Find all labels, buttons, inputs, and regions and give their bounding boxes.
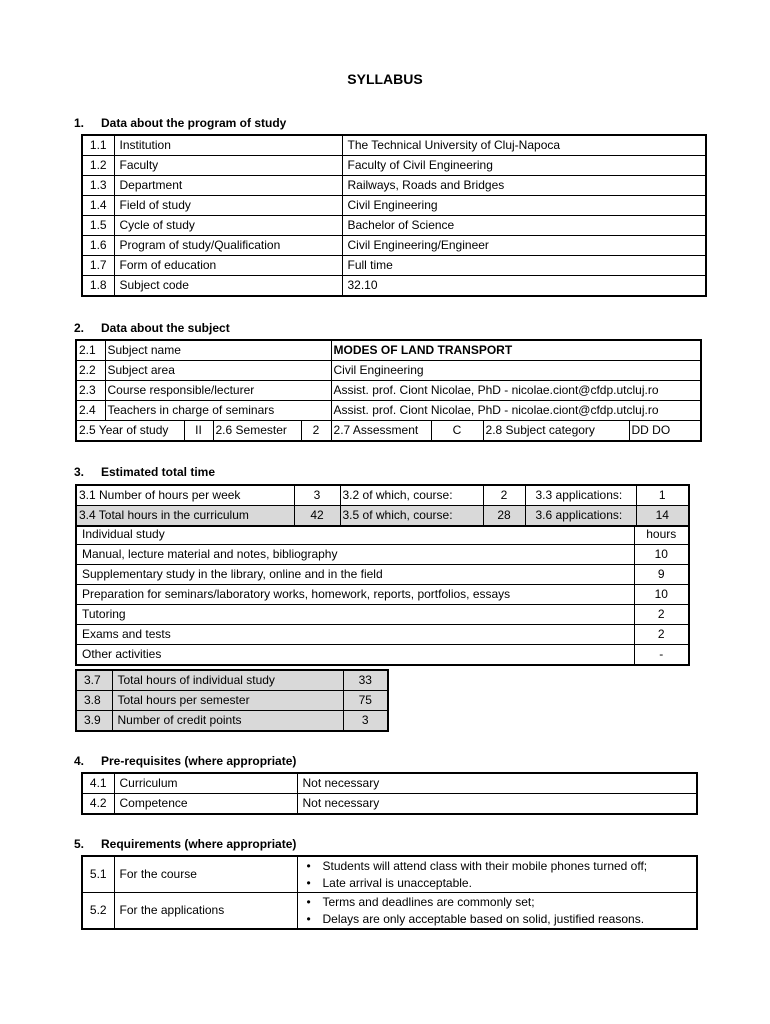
table-row — [76, 381, 701, 401]
individual-study-header: Individual study — [76, 525, 634, 545]
individual-study-table — [75, 525, 690, 666]
course-hours-value: 2 — [483, 485, 525, 506]
hours-per-week-label: 3.1 Number of hours per week — [76, 485, 294, 506]
section-5-heading — [74, 837, 296, 851]
row-number: 4.1 — [82, 773, 114, 794]
table-row — [76, 711, 388, 732]
row-number: 3.8 — [76, 691, 112, 711]
section-number: 4. — [74, 754, 85, 768]
activity-hours: 9 — [634, 565, 689, 585]
requirements-list — [303, 858, 692, 892]
row-label: Faculty — [114, 156, 342, 176]
row-label: Course responsible/lecturer — [105, 381, 331, 401]
table-row — [82, 856, 697, 893]
row-label: Competence — [114, 794, 297, 815]
row-value: Civil Engineering — [331, 361, 701, 381]
activity-hours: 10 — [634, 545, 689, 565]
row-value: Bachelor of Science — [342, 216, 706, 236]
section-title: Data about the subject — [101, 321, 230, 335]
row-number: 4.2 — [82, 794, 114, 815]
semester-value: 2 — [301, 421, 331, 442]
total-applications-label: 3.6 applications: — [525, 506, 636, 527]
row-value: Railways, Roads and Bridges — [342, 176, 706, 196]
subject-table — [75, 339, 702, 442]
row-value: The Technical University of Cluj-Napoca — [342, 135, 706, 156]
table-row — [76, 625, 689, 645]
table-row — [82, 773, 697, 794]
row-number: 1.1 — [82, 135, 114, 156]
activity-label: Preparation for seminars/laboratory works, homework, reports, portfolios, essays — [76, 585, 634, 605]
row-value: 3 — [343, 711, 388, 732]
requirements-cell — [297, 893, 697, 930]
table-row — [76, 545, 689, 565]
row-label: Total hours of individual study — [112, 670, 343, 691]
section-4-heading — [74, 754, 296, 768]
row-value: Full time — [342, 256, 706, 276]
section-title: Pre-requisites (where appropriate) — [101, 754, 297, 768]
row-label: Institution — [114, 135, 342, 156]
subject-category-label: 2.8 Subject category — [483, 421, 629, 442]
table-row — [76, 340, 701, 361]
requirements-list — [303, 894, 692, 928]
row-number: 1.6 — [82, 236, 114, 256]
totals-table — [75, 669, 389, 732]
row-label: Teachers in charge of seminars — [105, 401, 331, 421]
row-value: 32.10 — [342, 276, 706, 297]
row-number: 1.2 — [82, 156, 114, 176]
table-row — [82, 176, 706, 196]
table-row — [76, 506, 689, 527]
total-applications-value: 14 — [636, 506, 689, 527]
row-label: Subject area — [105, 361, 331, 381]
table-row — [82, 216, 706, 236]
list-item: • Delays are only acceptable based on solid, justified reasons. — [323, 911, 692, 928]
row-value: 33 — [343, 670, 388, 691]
section-number: 5. — [74, 837, 85, 851]
requirements-cell — [297, 856, 697, 893]
page-title: SYLLABUS — [347, 71, 423, 87]
year-of-study-label: 2.5 Year of study — [76, 421, 184, 442]
row-value: Not necessary — [297, 773, 697, 794]
table-row — [76, 645, 689, 666]
total-course-value: 28 — [483, 506, 525, 527]
row-value: MODES OF LAND TRANSPORT — [331, 340, 701, 361]
table-row — [76, 361, 701, 381]
hours-per-week-value: 3 — [294, 485, 340, 506]
total-hours-label: 3.4 Total hours in the curriculum — [76, 506, 294, 527]
subject-category-value: DD DO — [629, 421, 701, 442]
row-number: 3.9 — [76, 711, 112, 732]
table-row — [82, 156, 706, 176]
activity-label: Manual, lecture material and notes, bibliography — [76, 545, 634, 565]
assessment-value: C — [431, 421, 483, 442]
section-3-heading — [74, 465, 215, 479]
course-hours-label: 3.2 of which, course: — [340, 485, 483, 506]
activity-hours: 10 — [634, 585, 689, 605]
row-label: Subject name — [105, 340, 331, 361]
activity-label: Other activities — [76, 645, 634, 666]
row-label: For the applications — [114, 893, 297, 930]
list-item: • Late arrival is unacceptable. — [323, 875, 692, 892]
program-of-study-table — [81, 134, 707, 297]
assessment-label: 2.7 Assessment — [331, 421, 431, 442]
row-number: 1.8 — [82, 276, 114, 297]
section-title: Estimated total time — [101, 465, 216, 479]
row-number: 2.2 — [76, 361, 105, 381]
activity-hours: 2 — [634, 625, 689, 645]
prerequisites-table — [81, 772, 698, 815]
row-number: 1.5 — [82, 216, 114, 236]
row-label: Subject code — [114, 276, 342, 297]
row-value: Assist. prof. Ciont Nicolae, PhD - nicolae.ciont@cfdp.utcluj.ro — [331, 401, 701, 421]
table-row — [82, 276, 706, 297]
requirements-table — [81, 855, 698, 930]
table-row — [76, 525, 689, 545]
row-label: Program of study/Qualification — [114, 236, 342, 256]
row-number: 3.7 — [76, 670, 112, 691]
row-number: 2.1 — [76, 340, 105, 361]
section-2-heading — [74, 321, 230, 335]
row-value: Civil Engineering/Engineer — [342, 236, 706, 256]
applications-hours-label: 3.3 applications: — [525, 485, 636, 506]
table-row — [82, 236, 706, 256]
row-label: Number of credit points — [112, 711, 343, 732]
row-number: 5.2 — [82, 893, 114, 930]
section-title: Data about the program of study — [101, 116, 287, 130]
row-number: 1.7 — [82, 256, 114, 276]
table-row — [76, 670, 388, 691]
row-value: Civil Engineering — [342, 196, 706, 216]
row-label: Department — [114, 176, 342, 196]
row-value: Not necessary — [297, 794, 697, 815]
total-hours-value: 42 — [294, 506, 340, 527]
row-label: Total hours per semester — [112, 691, 343, 711]
row-label: Form of education — [114, 256, 342, 276]
activity-hours: 2 — [634, 605, 689, 625]
row-label: Curriculum — [114, 773, 297, 794]
section-number: 2. — [74, 321, 85, 335]
row-value: Assist. prof. Ciont Nicolae, PhD - nicolae.ciont@cfdp.utcluj.ro — [331, 381, 701, 401]
row-label: Field of study — [114, 196, 342, 216]
table-row — [82, 794, 697, 815]
row-value: Faculty of Civil Engineering — [342, 156, 706, 176]
table-row — [82, 135, 706, 156]
applications-hours-value: 1 — [636, 485, 689, 506]
table-row — [82, 893, 697, 930]
row-label: Cycle of study — [114, 216, 342, 236]
total-course-label: 3.5 of which, course: — [340, 506, 483, 527]
hours-header: hours — [634, 525, 689, 545]
section-title: Requirements (where appropriate) — [101, 837, 297, 851]
row-number: 1.3 — [82, 176, 114, 196]
hours-summary-table — [75, 484, 690, 527]
list-item: • Students will attend class with their mobile phones turned off; — [323, 858, 692, 875]
row-number: 5.1 — [82, 856, 114, 893]
list-item: • Terms and deadlines are commonly set; — [323, 894, 692, 911]
row-number: 2.4 — [76, 401, 105, 421]
row-number: 1.4 — [82, 196, 114, 216]
table-row — [76, 485, 689, 506]
semester-label: 2.6 Semester — [213, 421, 301, 442]
row-value: 75 — [343, 691, 388, 711]
table-row — [76, 421, 701, 442]
table-row — [76, 401, 701, 421]
section-number: 1. — [74, 116, 85, 130]
activity-label: Supplementary study in the library, online and in the field — [76, 565, 634, 585]
table-row — [76, 605, 689, 625]
row-label: For the course — [114, 856, 297, 893]
table-row — [76, 585, 689, 605]
table-row — [82, 256, 706, 276]
section-1-heading — [74, 116, 286, 130]
activity-label: Tutoring — [76, 605, 634, 625]
activity-label: Exams and tests — [76, 625, 634, 645]
year-of-study-value: II — [184, 421, 213, 442]
table-row — [82, 196, 706, 216]
row-number: 2.3 — [76, 381, 105, 401]
section-number: 3. — [74, 465, 85, 479]
activity-hours: - — [634, 645, 689, 666]
table-row — [76, 565, 689, 585]
table-row — [76, 691, 388, 711]
